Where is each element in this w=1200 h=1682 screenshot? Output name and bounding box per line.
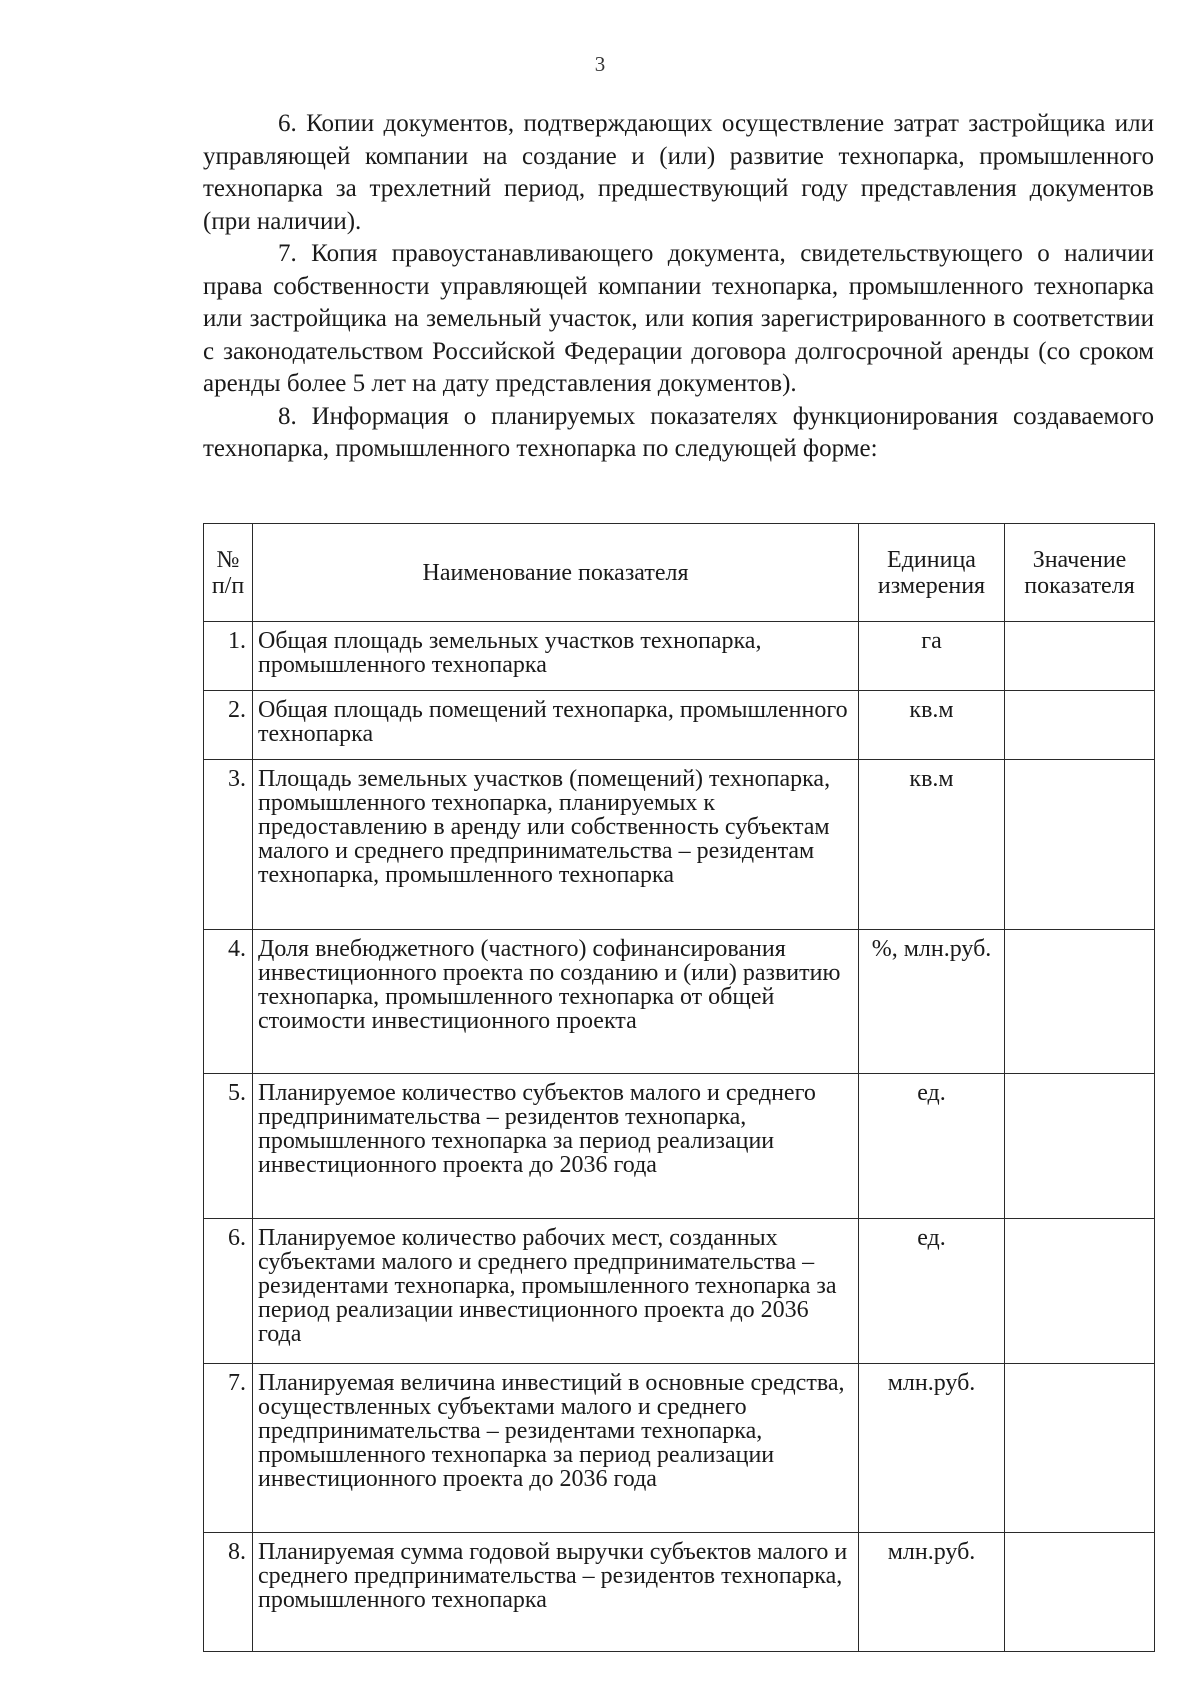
page-number: 3: [594, 52, 606, 76]
table-row: [204, 930, 1155, 1074]
row-number: 7.: [204, 1364, 253, 1533]
indicator-value: [1005, 1219, 1155, 1364]
header-value: Значение показателя: [1005, 524, 1155, 622]
table-row: [204, 1074, 1155, 1219]
row-number: 1.: [204, 622, 253, 691]
unit-of-measure: кв.м: [859, 760, 1005, 930]
row-number: 2.: [204, 691, 253, 760]
indicator-value: [1005, 1533, 1155, 1652]
header-indicator-name: Наименование показателя: [253, 524, 859, 622]
indicator-value: [1005, 760, 1155, 930]
indicator-value: [1005, 1074, 1155, 1219]
row-number: 5.: [204, 1074, 253, 1219]
unit-of-measure: га: [859, 622, 1005, 691]
unit-of-measure: %, млн.руб.: [859, 930, 1005, 1074]
row-number: 3.: [204, 760, 253, 930]
table-row: [204, 691, 1155, 760]
row-number: 4.: [204, 930, 253, 1074]
unit-of-measure: ед.: [859, 1219, 1005, 1364]
table-header-row: [204, 524, 1155, 622]
unit-of-measure: млн.руб.: [859, 1533, 1005, 1652]
indicator-value: [1005, 691, 1155, 760]
paragraph-item-8: 8. Информация о планируемых показателях функционирования создаваемого технопарка, промышленного технопарка по следующей форме:: [203, 402, 1154, 462]
document-body: [203, 108, 1154, 466]
row-number: 8.: [204, 1533, 253, 1652]
indicator-name: Планируемое количество субъектов малого и среднего предпринимательства – резидентов технопарка, промышленного технопарка за период реализации инвестиционного проекта до 2036 года: [253, 1074, 859, 1219]
indicator-name: Планируемая сумма годовой выручки субъектов малого и среднего предпринимательства – резидентов технопарка, промышленного технопарка: [253, 1533, 859, 1652]
table-row: [204, 1533, 1155, 1652]
unit-of-measure: млн.руб.: [859, 1364, 1005, 1533]
indicator-name: Планируемая величина инвестиций в основные средства, осуществленных субъектами малого и среднего предпринимательства – резидентами технопарка, промышленного технопарка за период реализации инвестиционного проекта до 2036 года: [253, 1364, 859, 1533]
table-row: [204, 622, 1155, 691]
indicator-name: Планируемое количество рабочих мест, созданных субъектами малого и среднего предпринимательства – резидентами технопарка, промышленного технопарка за период реализации инвестиционного проекта до 2036 года: [253, 1219, 859, 1364]
unit-of-measure: кв.м: [859, 691, 1005, 760]
paragraph-item-7: 7. Копия правоустанавливающего документа, свидетельствующего о наличии права собственности управляющей компании технопарка, промышленного технопарка или застройщика на земельный участок, или копия зарегистрированного в соответствии с законодательством Российской Федерации договора долгосрочной аренды (со сроком аренды более 5 лет на дату представления документов).: [203, 240, 1154, 397]
row-number: 6.: [204, 1219, 253, 1364]
table-row: [204, 1219, 1155, 1364]
paragraph-item-6: 6. Копии документов, подтверждающих осуществление затрат застройщика или управляющей компании на создание и (или) развитие технопарка, промышленного технопарка за трехлетний период, предшествующий году представления документов (при наличии).: [203, 110, 1154, 235]
indicator-value: [1005, 930, 1155, 1074]
indicator-name: Общая площадь помещений технопарка, промышленного технопарка: [253, 691, 859, 760]
indicators-table: [203, 523, 1155, 1652]
header-number: № п/п: [204, 524, 253, 622]
table-row: [204, 1364, 1155, 1533]
indicator-value: [1005, 622, 1155, 691]
indicator-name: Доля внебюджетного (частного) софинансирования инвестиционного проекта по созданию и (или) развитию технопарка, промышленного технопарка от общей стоимости инвестиционного проекта: [253, 930, 859, 1074]
indicator-value: [1005, 1364, 1155, 1533]
indicator-name: Общая площадь земельных участков технопарка, промышленного технопарка: [253, 622, 859, 691]
indicator-name: Площадь земельных участков (помещений) технопарка, промышленного технопарка, планируемых к предоставлению в аренду или собственность субъектам малого и среднего предпринимательства – резидентам технопарка, промышленного технопарка: [253, 760, 859, 930]
unit-of-measure: ед.: [859, 1074, 1005, 1219]
table-row: [204, 760, 1155, 930]
header-unit: Единица измерения: [859, 524, 1005, 622]
